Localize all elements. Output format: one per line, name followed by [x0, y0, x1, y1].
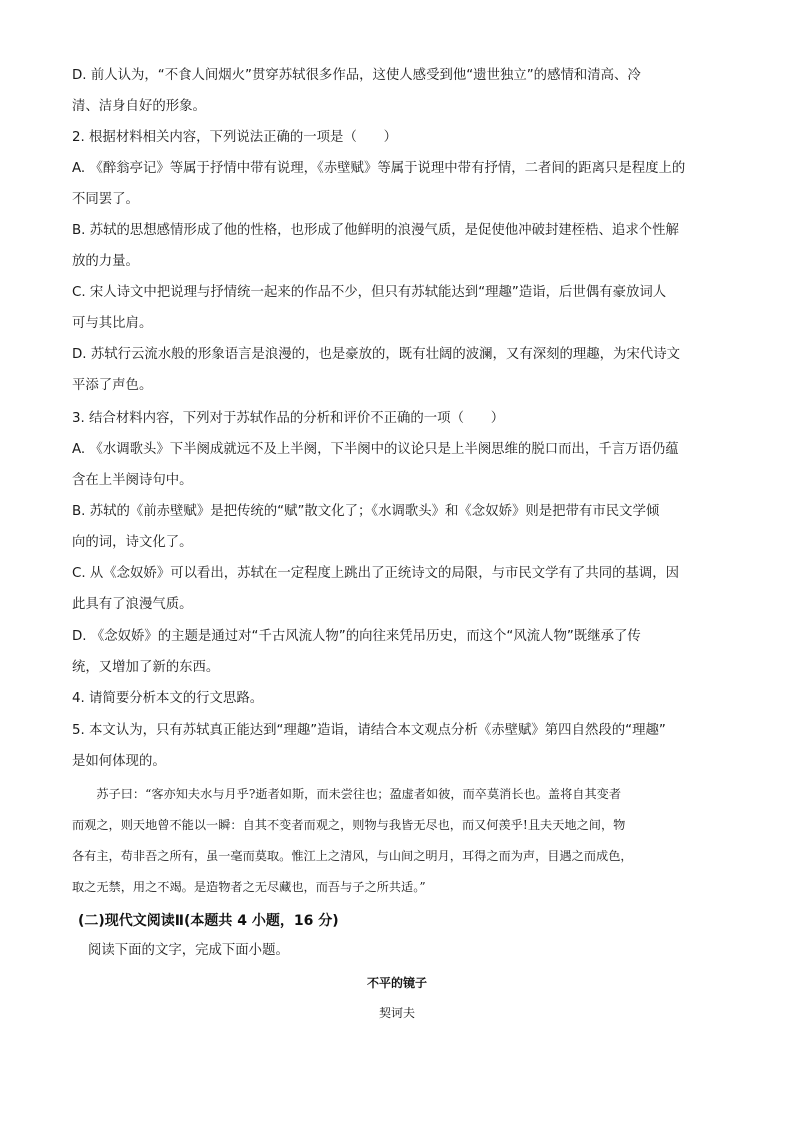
option-c-line: 此具有了浪漫气质。 [72, 597, 193, 612]
story-title: 不平的镜子 [366, 976, 427, 990]
option-b-line: 向的词，诗文化了。 [72, 535, 193, 550]
option-d-line: D. 前人认为，“不食人间烟火”贯穿苏轼很多作品，这使人感受到他“遗世独立”的感情和清高、冷 [72, 68, 641, 83]
instruction: 阅读下面的文字，完成下面小题。 [88, 943, 289, 958]
quote-line: 取之无禁，用之不竭。是造物者之无尽藏也，而吾与子之所共适。” [72, 880, 426, 894]
option-c-line: C. 宋人诗文中把说理与抒情统一起来的作品不少，但只有苏轼能达到“理趣”造诣，后世偶有豪放词人 [72, 285, 667, 300]
option-b-line: 放的力量。 [72, 254, 139, 269]
option-c-line: C. 从《念奴娇》可以看出，苏轼在一定程度上跳出了正统诗文的局限，与市民文学有了共同的基调，因 [72, 566, 680, 581]
quote-line: 而观之，则天地曾不能以一瞬：自其不变者而观之，则物与我皆无尽也，而又何羡乎!且夫天地之间，物 [72, 818, 626, 832]
section-heading: (二)现代文阅读Ⅱ(本题共 4 小题，16 分) [78, 913, 339, 929]
question-5: 是如何体现的。 [72, 754, 166, 769]
option-d-line: D. 苏轼行云流水般的形象语言是浪漫的，也是豪放的，既有壮阔的波澜，又有深刻的理趣，为宋代诗文 [72, 347, 681, 362]
option-d-line: 清、洁身自好的形象。 [72, 99, 206, 114]
question-3: 3. 结合材料内容，下列对于苏轼作品的分析和评价不正确的一项（ ） [72, 411, 505, 426]
option-d-line: D. 《念奴娇》的主题是通过对“千古风流人物”的向往来凭吊历史，而这个“风流人物”既继承了传 [72, 629, 641, 644]
story-author: 契诃夫 [378, 1006, 415, 1020]
option-d-line: 统，又增加了新的东西。 [72, 660, 220, 675]
option-b-line: B. 苏轼的《前赤壁赋》是把传统的“赋”散文化了；《水调歌头》和《念奴娇》则是把带有市民文学倾 [72, 504, 660, 519]
option-a-line: 含在上半阕诗句中。 [72, 473, 193, 488]
option-b-line: B. 苏轼的思想感情形成了他的性格，也形成了他鲜明的浪漫气质，是促使他冲破封建桎梏、追求个性解 [72, 223, 679, 238]
question-2: 2. 根据材料相关内容，下列说法正确的一项是（ ） [72, 130, 398, 145]
option-a-line: A. 《水调歌头》下半阕成就远不及上半阕，下半阕中的议论只是上半阕思维的脱口而出，千言万语仍蕴 [72, 442, 679, 457]
option-a-line: 不同罢了。 [72, 192, 139, 207]
question-5: 5. 本文认为，只有苏轼真正能达到“理趣”造诣，请结合本文观点分析《赤壁赋》第四自然段的“理趣” [72, 723, 666, 738]
option-c-line: 可与其比肩。 [72, 316, 153, 331]
quote-line: 苏子曰：“客亦知夫水与月乎?逝者如斯，而未尝往也；盈虚者如彼，而卒莫消长也。盖将自其变者 [72, 787, 622, 801]
question-4: 4. 请简要分析本文的行文思路。 [72, 691, 264, 706]
option-d-line: 平添了声色。 [72, 378, 153, 393]
quote-line: 各有主，苟非吾之所有，虽一毫而莫取。惟江上之清风，与山间之明月，耳得之而为声，目遇之而成色， [72, 849, 633, 863]
option-a-line: A. 《醉翁亭记》等属于抒情中带有说理，《赤壁赋》等属于说理中带有抒情，二者间的距离只是程度上的 [72, 161, 686, 176]
